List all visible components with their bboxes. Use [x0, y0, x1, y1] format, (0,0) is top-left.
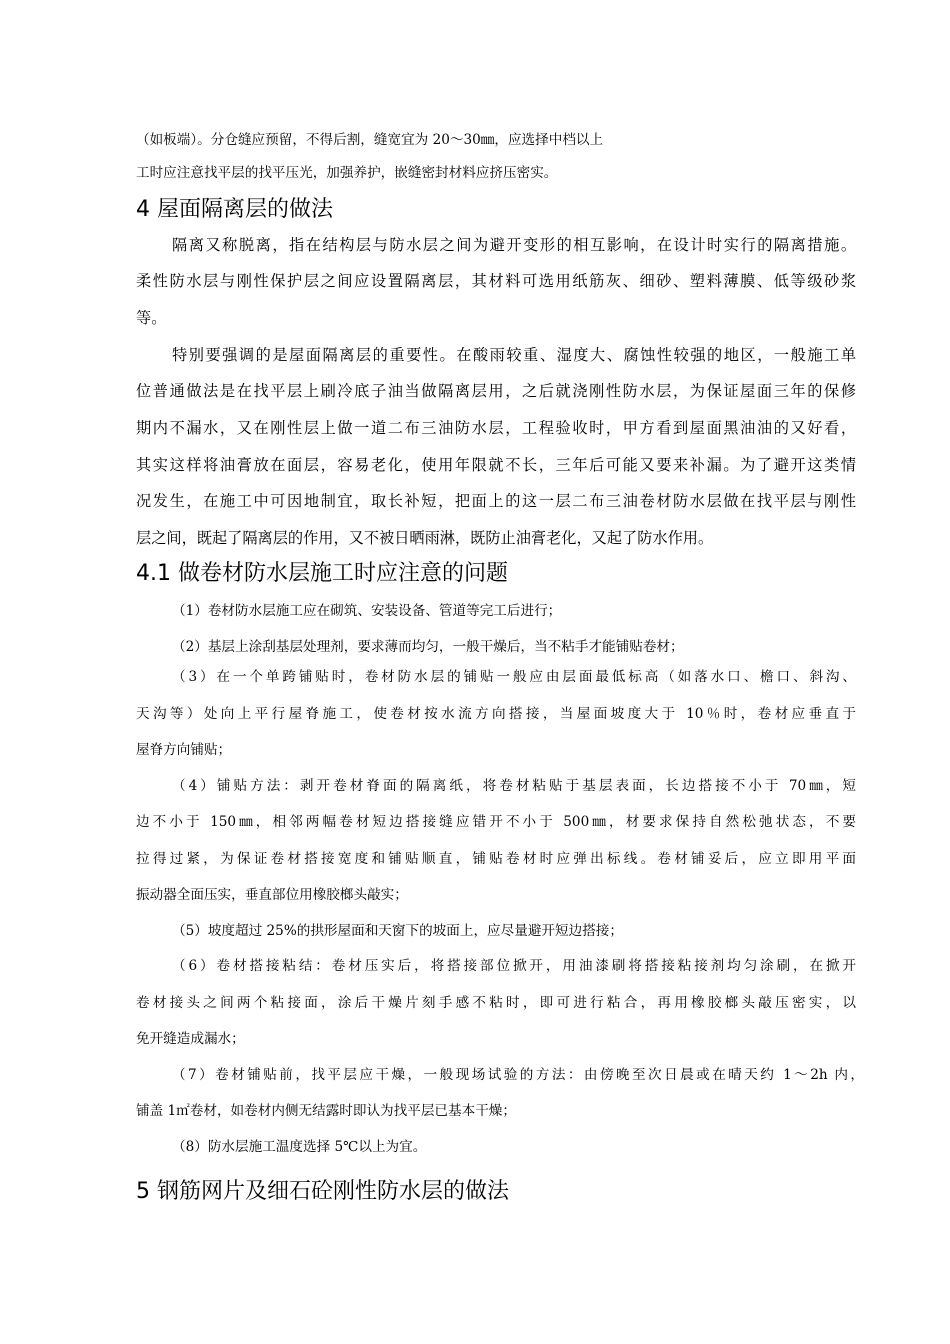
list-item: 免开缝造成漏水； [136, 1031, 245, 1047]
section-heading-5: 5 钢筋网片及细石砼刚性防水层的做法 [136, 1179, 509, 1204]
paragraph-line: 隔离又称脱离，指在结构层与防水层之间为避开变形的相互影响，在设计时实行的隔离措施。 [172, 236, 856, 254]
list-item: 边不小于 150㎜，相邻两幅卷材短边搭接缝应错开不小于 500㎜，材要求保持自然松弛状态，不要 [136, 814, 856, 830]
paragraph-line: 柔性防水层与刚性保护层之间应设置隔离层，其材料可选用纸筋灰、细砂、塑料薄膜、低等级砂浆 [136, 272, 856, 290]
list-item: 铺盖 1㎡卷材，如卷材内侧无结露时即认为找平层已基本干燥； [136, 1103, 516, 1119]
paragraph-line: 层之间，既起了隔离层的作用，又不被日晒雨淋，既防止油膏老化，又起了防水作用。 [136, 529, 714, 547]
section-heading-4-1: 4.1 做卷材防水层施工时应注意的问题 [136, 561, 508, 586]
paragraph-line: 况发生，在施工中可因地制宜，取长补短，把面上的这一层二布三油卷材防水层做在找平层与刚性 [136, 492, 856, 510]
paragraph-line: 期内不漏水，又在刚性层上做一道二布三油防水层，工程验收时，甲方看到屋面黑油油的又好看， [136, 419, 856, 437]
list-item: （4）铺贴方法：剥开卷材脊面的隔离纸，将卷材粘贴于基层表面，长边搭接不小于 70㎜，短 [172, 778, 856, 794]
list-item: 振动器全面压实，垂直部位用橡胶榔头敲实； [136, 887, 408, 903]
list-item: 拉得过紧，为保证卷材搭接宽度和铺贴顺直，铺贴卷材时应弹出标线。卷材铺妥后，应立即用平面 [136, 851, 856, 867]
list-item: 天沟等）处向上平行屋脊施工，使卷材按水流方向搭接，当屋面坡度大于 10％时，卷材应垂直于 [136, 706, 856, 722]
list-item: 屋脊方向铺贴； [136, 742, 232, 758]
list-item: （5）坡度超过 25%的拱形屋面和天窗下的坡面上，应尽量避开短边搭接； [172, 923, 623, 939]
paragraph-line: 其实这样将油膏放在面层，容易老化，使用年限就不长，三年后可能又要来补漏。为了避开这类情 [136, 456, 856, 474]
paragraph-line: 位普通做法是在找平层上刷冷底子油当做隔离层用，之后就浇刚性防水层，为保证屋面三年的保修 [136, 382, 856, 400]
list-item: （6）卷材搭接粘结：卷材压实后，将搭接部位掀开，用油漆刷将搭接粘接剂均匀涂刷，在掀开 [172, 958, 856, 974]
list-item: （7）卷材铺贴前，找平层应干燥，一般现场试验的方法：由傍晚至次日晨或在晴天约 1～2h 内， [172, 1067, 864, 1083]
list-item: （1）卷材防水层施工应在砌筑、安装设备、管道等完工后进行； [172, 603, 562, 619]
list-item: （2）基层上涂刮基层处理剂，要求薄而均匀，一般干燥后，当不粘手才能铺贴卷材； [172, 639, 684, 655]
list-item: （3）在一个单跨铺贴时，卷材防水层的铺贴一般应由层面最低标高（如落水口、檐口、斜沟、 [172, 669, 856, 685]
list-item: （8）防水层施工温度选择 5℃以上为宜。 [172, 1139, 427, 1155]
paragraph-line: 工时应注意找平层的找平压光，加强养护，嵌缝密封材料应挤压密实。 [136, 165, 558, 181]
list-item: 卷材接头之间两个粘接面，涂后干燥片刻手感不粘时，即可进行粘合，再用橡胶榔头敲压密实，以 [136, 995, 856, 1011]
section-heading-4: 4 屋面隔离层的做法 [136, 197, 333, 222]
paragraph-line: 特别要强调的是屋面隔离层的重要性。在酸雨较重、湿度大、腐蚀性较强的地区，一般施工单 [172, 346, 856, 364]
paragraph-line: （如板端）。分仓缝应预留，不得后割，缝宽宜为 20～30㎜，应选择中档以上 [136, 132, 604, 148]
paragraph-line: 等。 [136, 309, 167, 327]
